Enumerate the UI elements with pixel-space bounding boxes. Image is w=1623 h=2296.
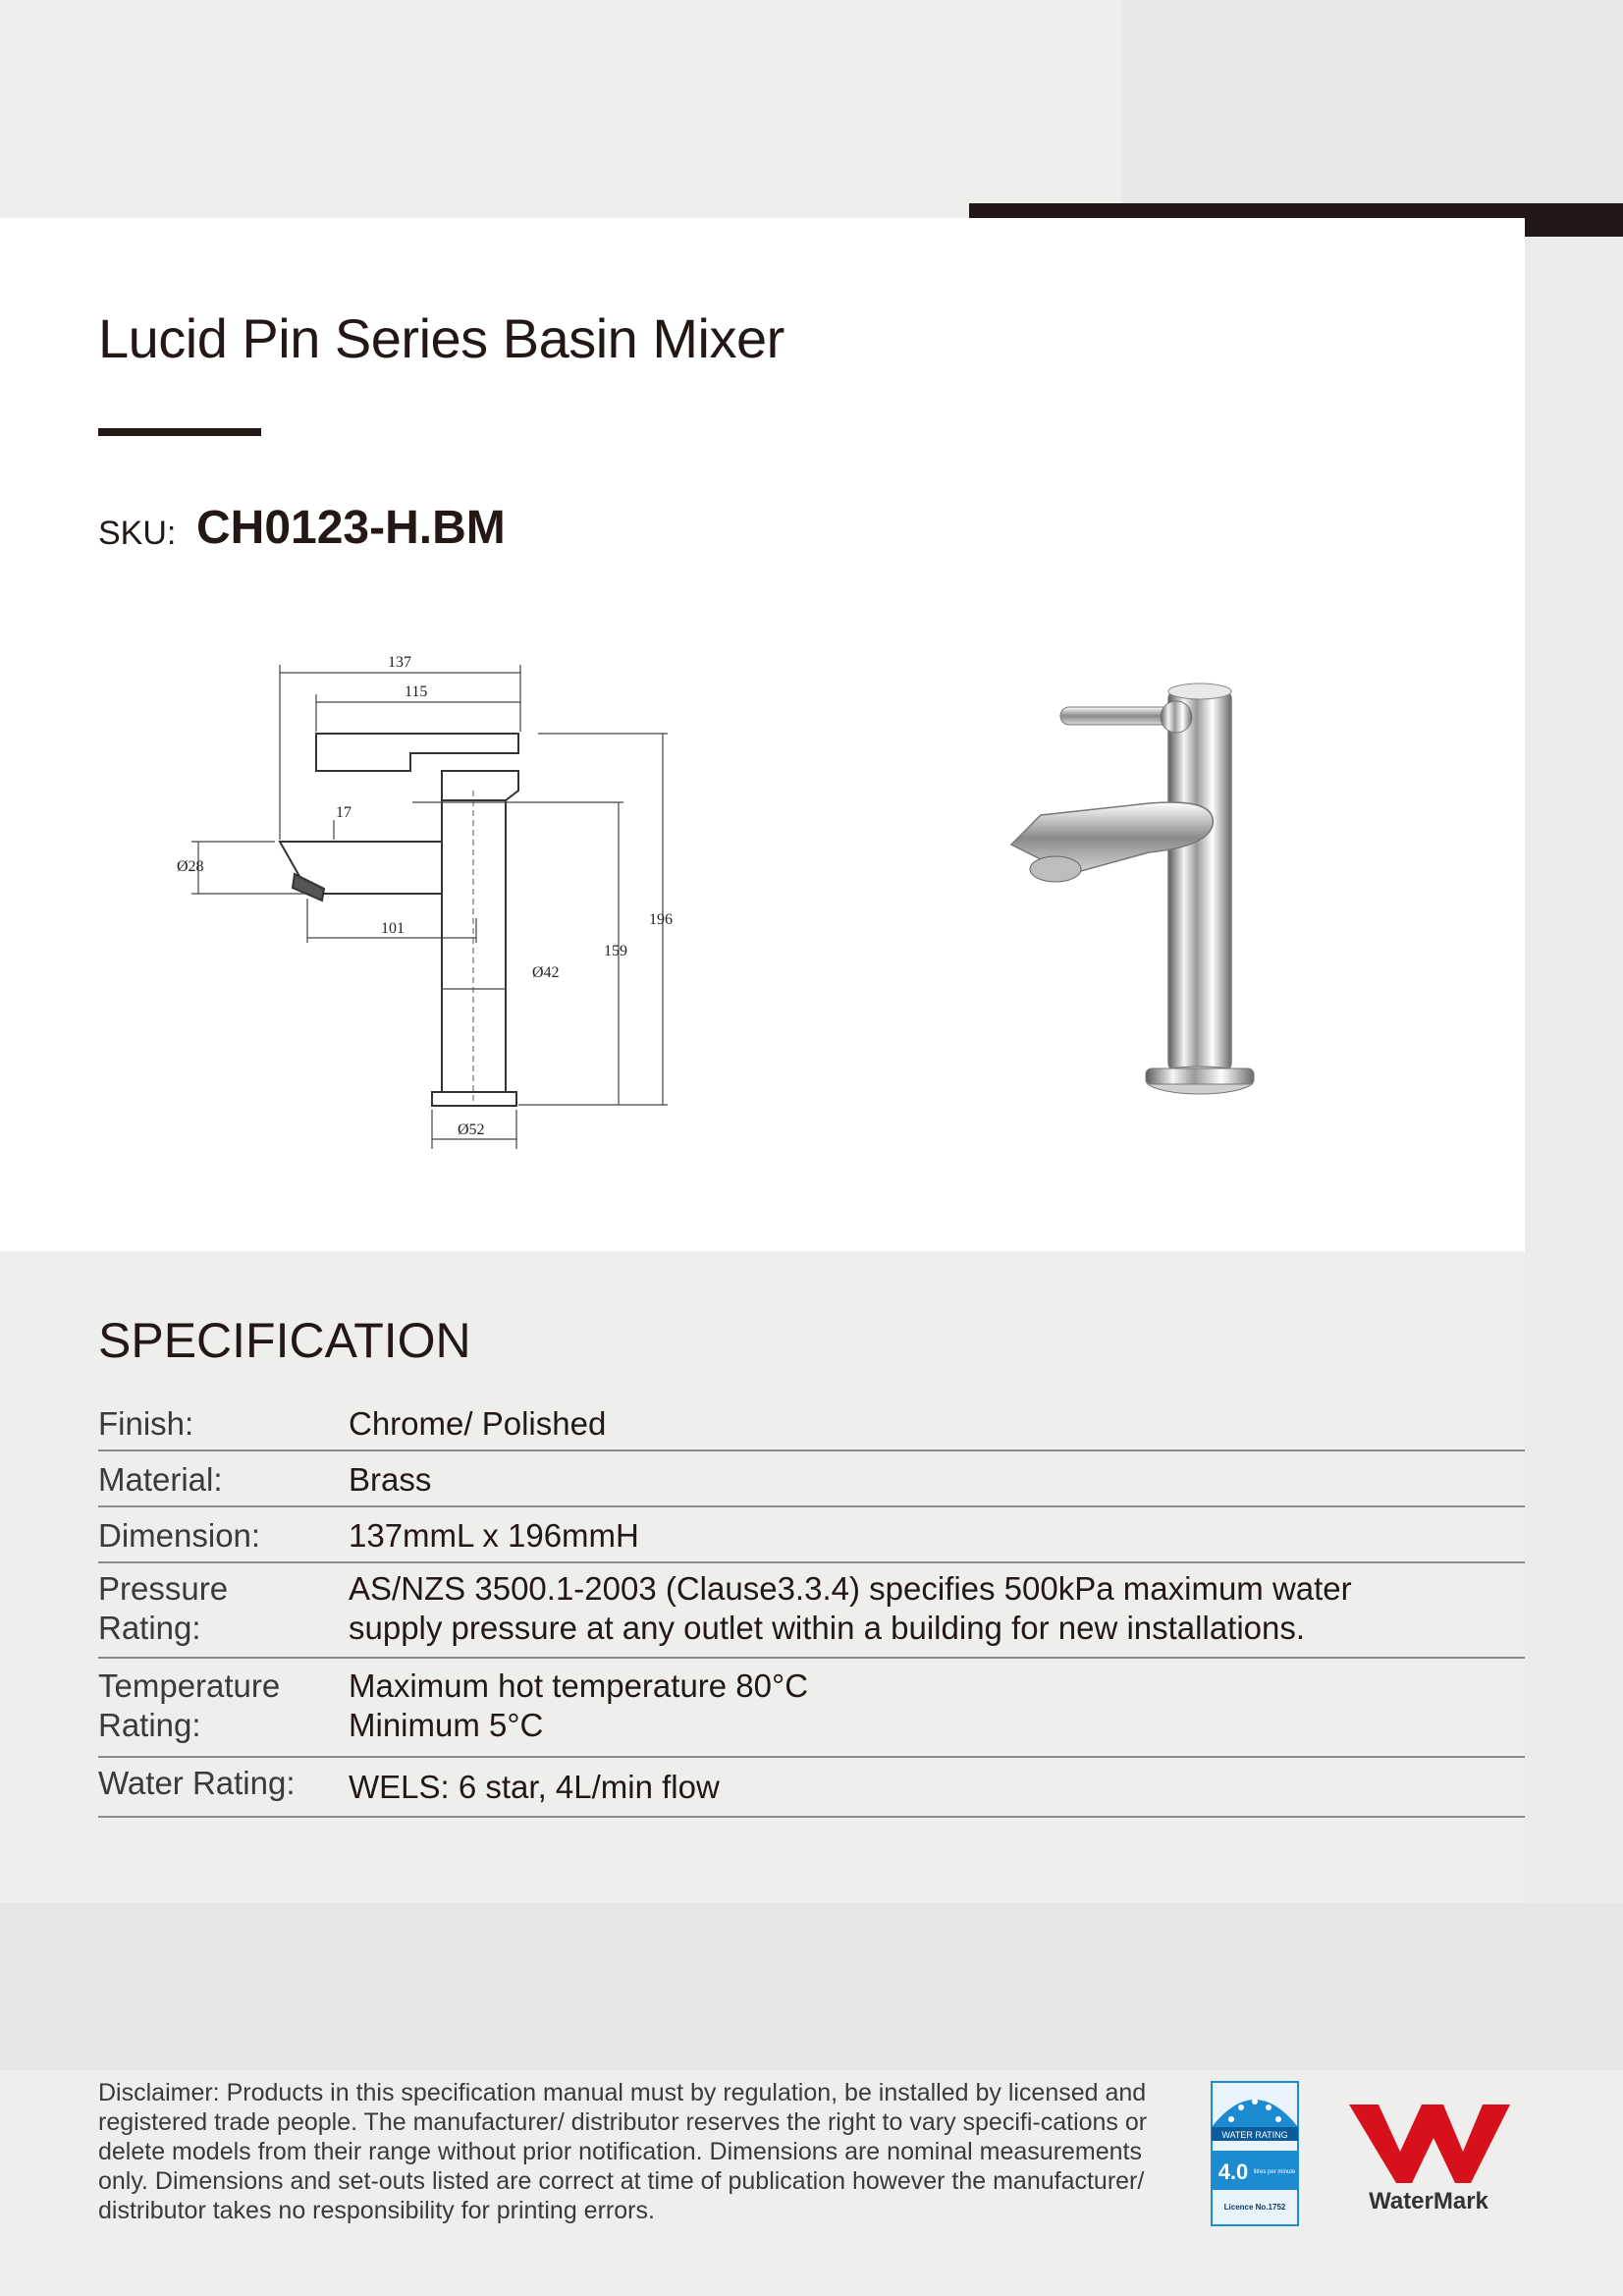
wels-rating: 4.0	[1217, 2159, 1249, 2184]
wels-rating-badge-icon	[1210, 2080, 1300, 2227]
technical-drawing	[167, 643, 697, 1154]
spec-label: Finish:	[98, 1405, 194, 1442]
wels-title: WATER RATING	[1221, 2130, 1288, 2140]
disclaimer-text: Disclaimer: Products in this specification manual must by regulation, be installed by licensed and registered trade people. The manufacturer/ distributor reserves the right to vary specifi-cations or delete models from their range without prior notification. Dimensions are nominal measurements only. Dimensions and set-outs listed are correct at time of publication however the manufacturer/ distributor takes no responsibility for printing errors.	[98, 2079, 1148, 2224]
spec-label: Pressure Rating:	[98, 1570, 229, 1646]
watermark-logo-icon	[1345, 2097, 1512, 2214]
title-underline	[98, 428, 261, 436]
product-photo	[1001, 678, 1296, 1110]
spec-heading: SPECIFICATION	[98, 1313, 471, 1368]
spec-value: Brass	[349, 1461, 432, 1498]
top-band-right	[1122, 0, 1623, 203]
spec-value: Chrome/ Polished	[349, 1405, 607, 1442]
sku-label: SKU:	[98, 515, 177, 552]
dim-overall-length: 137	[388, 654, 411, 671]
spec-label: Material:	[98, 1461, 223, 1498]
spec-row-pressure	[98, 1563, 1525, 1659]
dim-spout-dia: Ø28	[177, 858, 204, 875]
spec-label: Dimension:	[98, 1517, 261, 1554]
spec-label: Water Rating:	[98, 1765, 296, 1801]
dim-base-dia: Ø52	[458, 1121, 485, 1138]
dim-overall-height: 196	[649, 911, 673, 928]
watermark-label: WaterMark	[1369, 2188, 1488, 2214]
wels-unit: litres per minute	[1253, 2169, 1296, 2175]
wels-licence: Licence No.1752	[1223, 2203, 1286, 2212]
spec-value: WELS: 6 star, 4L/min flow	[349, 1769, 720, 1805]
spec-row-material	[98, 1451, 1525, 1507]
top-band	[0, 0, 1122, 218]
spec-value: 137mmL x 196mmH	[349, 1517, 639, 1554]
spec-value: Maximum hot temperature 80°C Minimum 5°C	[349, 1667, 809, 1743]
spec-row-temperature	[98, 1659, 1525, 1758]
dim-body-dia: Ø42	[532, 964, 560, 981]
dim-spout-reach: 101	[381, 920, 405, 937]
sku-value: CH0123-H.BM	[196, 502, 506, 554]
dim-spout-height: 159	[604, 943, 627, 959]
spec-table	[98, 1398, 1525, 1818]
spec-row-dimension	[98, 1507, 1525, 1563]
spec-label: Temperature Rating:	[98, 1667, 281, 1743]
spec-value: AS/NZS 3500.1-2003 (Clause3.3.4) specifies 500kPa maximum water supply pressure at any outlet within a building for new installations.	[349, 1570, 1352, 1646]
spec-row-finish	[98, 1398, 1525, 1451]
right-margin-strip	[1525, 237, 1623, 1906]
dim-handle-offset: 17	[336, 804, 352, 821]
dim-spout-length: 115	[405, 683, 428, 700]
product-title: Lucid Pin Series Basin Mixer	[98, 307, 784, 369]
spec-row-water-rating	[98, 1758, 1525, 1818]
lower-band	[0, 1903, 1623, 2070]
